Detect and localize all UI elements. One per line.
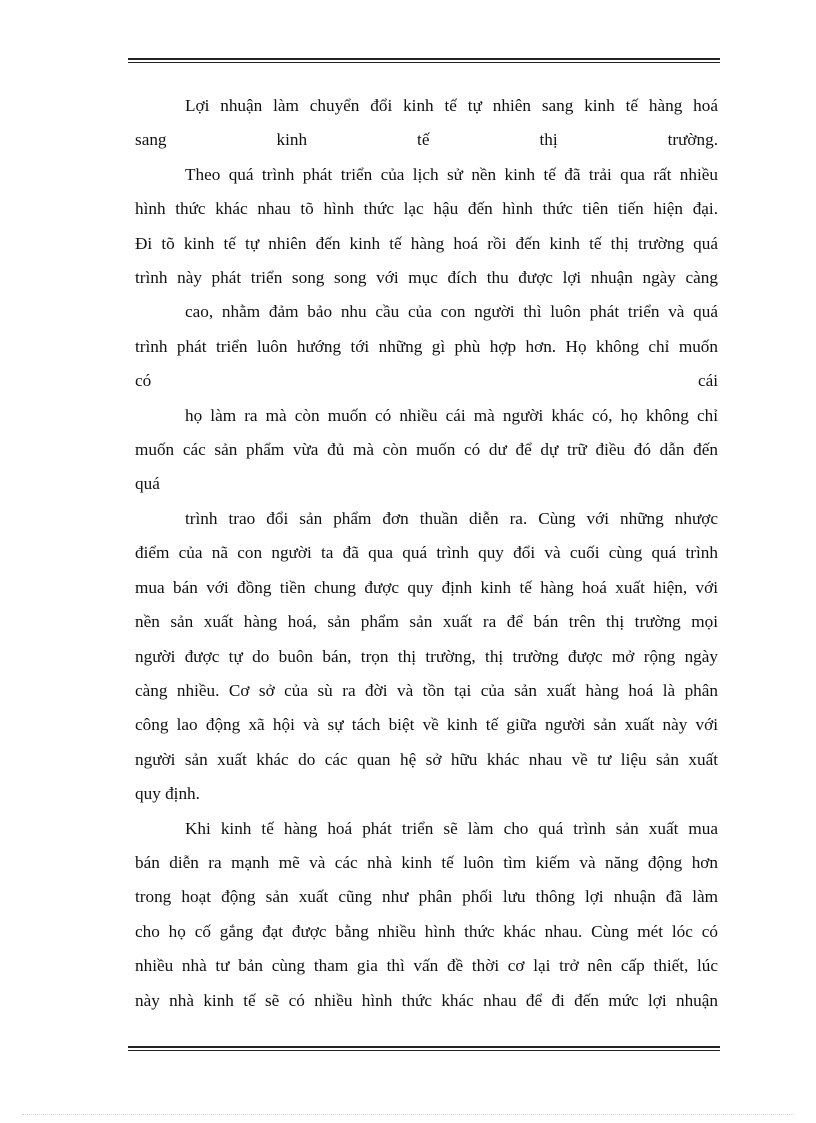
text-line: quá (135, 474, 160, 494)
text-line: Theo quá trình phát triển của lịch sử nền kinh tế đã trải qua rất nhiều (185, 164, 718, 184)
text-line: nhiều nhà tư bản cùng tham gia thì vấn đề thời cơ lại trở nên cấp thiết, lúc (135, 956, 718, 976)
text-line: trình trao đổi sản phẩm đơn thuần diễn ra. Cùng với những nhược (185, 508, 718, 528)
text-line: người được tự do buôn bán, trọn thị trường, thị trường được mở rộng ngày (135, 646, 718, 666)
text-line: Đi tõ kinh tế tự nhiên đến kinh tế hàng hoá rồi đến kinh tế thị trường quá (135, 233, 718, 253)
text-line: Lợi nhuận làm chuyển đổi kinh tế tự nhiên sang kinh tế hàng hoá (185, 96, 718, 115)
document-body (135, 89, 718, 1018)
text-line: cho họ cố gắng đạt được bằng nhiều hình thức khác nhau. Cùng mét lóc có (135, 921, 718, 941)
text-line: quy định. (135, 784, 200, 804)
text-line: muốn các sản phẩm vừa đủ mà còn muốn có dư để dự trữ điều đó dẫn đến (135, 440, 718, 460)
page-edge-dotted-line (22, 1114, 794, 1115)
text-line: họ làm ra mà còn muốn có nhiều cái mà người khác có, họ không chỉ (185, 405, 718, 425)
text-line: bán diễn ra mạnh mẽ và các nhà kinh tế luôn tìm kiếm và năng động hơn (135, 852, 718, 872)
text-line: người sản xuất khác do các quan hệ sở hữu khác nhau về tư liệu sản xuất (135, 749, 718, 769)
text-line: Khi kinh tế hàng hoá phát triển sẽ làm cho quá trình sản xuất mua (185, 818, 718, 838)
text-line: trình phát triển luôn hướng tới những gì phù hợp hơn. Họ không chỉ muốn (135, 336, 718, 356)
text-line: này nhà kinh tế sẽ có nhiều hình thức khác nhau để đi đến mức lợi nhuận (135, 990, 718, 1010)
text-line: nền sản xuất hàng hoá, sản phẩm sản xuất ra để bán trên thị trường mọi (135, 612, 718, 632)
text-line: càng nhiều. Cơ sở của sù ra đời và tồn tại của sản xuất hàng hoá là phân (135, 680, 718, 700)
text-line: cao, nhằm đảm bảo nhu cầu của con người thì luôn phát triển và quá (185, 302, 718, 322)
header-rule (128, 58, 720, 63)
text-line: trong hoạt động sản xuất cũng như phân phối lưu thông lợi nhuận đã làm (135, 887, 718, 907)
text-line: hình thức khác nhau tõ hình thức lạc hậu đến hình thức tiên tiến hiện đại. (135, 199, 718, 219)
footer-rule (128, 1046, 720, 1051)
text-line: trình này phát triển song song với mục đích thu được lợi nhuận ngày càng (135, 268, 718, 288)
text-line: công lao động xã hội và sự tách biệt về kinh tế giữa người sản xuất này với (135, 715, 718, 735)
text-line: có cái (135, 371, 718, 391)
text-line: sang kinh tế thị trường. (135, 130, 718, 150)
text-line: mua bán với đồng tiền chung được quy định kinh tế hàng hoá xuất hiện, với (135, 577, 718, 597)
text-line: điểm của nã con người ta đã qua quá trình quy đổi và cuối cùng quá trình (135, 543, 718, 563)
